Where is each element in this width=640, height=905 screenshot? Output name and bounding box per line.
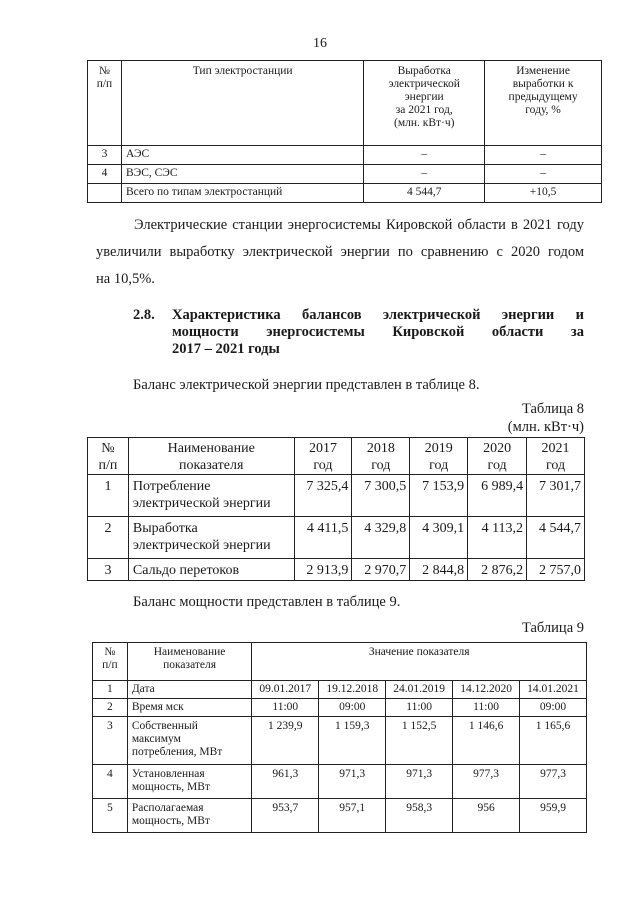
header-num: № п/п <box>88 438 129 475</box>
header-year: 2020 год <box>468 438 527 475</box>
table-row: 3 Сальдо перетоков 2 913,9 2 970,7 2 844,8 2 876,2 2 757,0 <box>88 559 585 581</box>
table-row: 3 Собственный максимум потребления, МВт 1 239,9 1 159,3 1 152,5 1 146,6 1 165,6 <box>93 717 587 765</box>
table-row: 4 ВЭС, СЭС – – <box>88 165 602 184</box>
table-row: 1 Потребление электрической энергии 7 325,4 7 300,5 7 153,9 6 989,4 7 301,7 <box>88 475 585 517</box>
table-header-row <box>93 643 587 681</box>
header-year: 2018 год <box>352 438 410 475</box>
header-indicator: Наименование показателя <box>127 643 252 681</box>
table-total-row: Всего по типам электростанций 4 544,7 +10,5 <box>88 184 602 203</box>
header-output: Выработка электрической энергии за 2021 год, (млн. кВт·ч) <box>364 61 485 146</box>
table-header-row <box>88 61 602 146</box>
header-num: № п/п <box>93 643 128 681</box>
table9-caption: Таблица 9 <box>521 620 584 636</box>
table-row: 1 Дата 09.01.2017 19.12.2018 24.01.2019 14.12.2020 14.01.2021 <box>93 681 587 699</box>
section-title: Характеристика балансов электрической энергии и мощности энергосистемы Кировской области за 2017 – 2021 годы <box>172 307 584 357</box>
header-year: 2021 год <box>527 438 585 475</box>
table-row: 4 Установленная мощность, МВт 961,3 971,3 971,3 977,3 977,3 <box>93 765 587 799</box>
page-number: 16 <box>313 36 327 51</box>
paragraph-power-balance: Баланс мощности представлен в таблице 9. <box>133 594 401 610</box>
header-indicator: Наименование показателя <box>128 438 294 475</box>
power-balance-table <box>92 642 587 833</box>
power-output-table <box>87 60 602 203</box>
table-row: 3 АЭС – – <box>88 146 602 165</box>
paragraph-energy-balance: Баланс электрической энергии представлен в таблице 8. <box>133 377 480 393</box>
table8-caption: Таблица 8 (млн. кВт·ч) <box>507 401 584 435</box>
paragraph-output-increase: Электрические станции энергосистемы Кировской области в 2021 году увеличили выработку электрической энергии по сравнению с 2020 годом на 10,5%. <box>96 217 584 287</box>
header-year: 2019 год <box>410 438 468 475</box>
energy-balance-table <box>87 437 585 581</box>
header-year: 2017 год <box>294 438 352 475</box>
header-num: № п/п <box>88 61 122 146</box>
table-row: 2 Выработка электрической энергии 4 411,5 4 329,8 4 309,1 4 113,2 4 544,7 <box>88 517 585 559</box>
header-value: Значение показателя <box>252 643 587 681</box>
header-station-type: Тип электростанции <box>121 61 363 146</box>
table-header-row <box>88 438 585 475</box>
table-row: 5 Располагаемая мощность, МВт 953,7 957,1 958,3 956 959,9 <box>93 799 587 833</box>
section-number: 2.8. <box>133 307 155 323</box>
table-row: 2 Время мск 11:00 09:00 11:00 11:00 09:00 <box>93 699 587 717</box>
header-change: Изменение выработки к предыдущему году, % <box>485 61 602 146</box>
